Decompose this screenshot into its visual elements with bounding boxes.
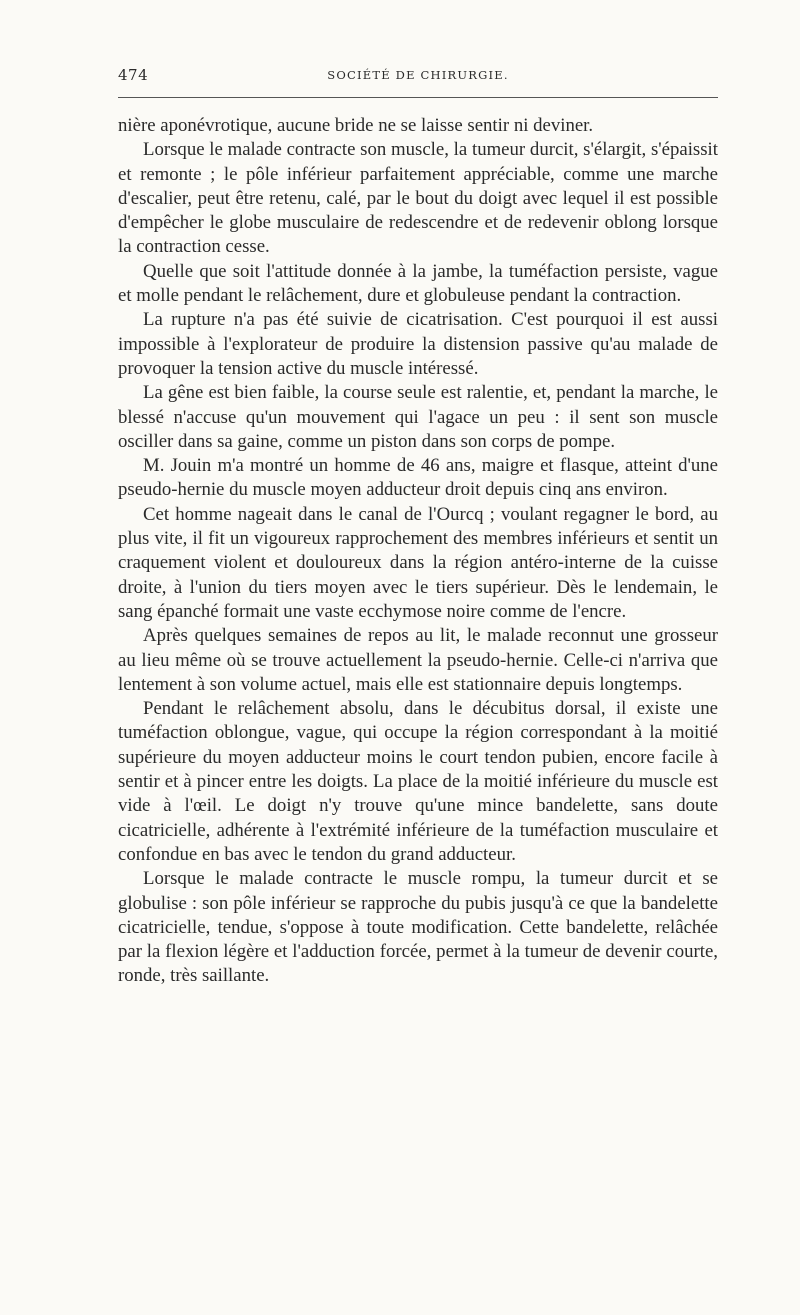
paragraph: La rupture n'a pas été suivie de cicatrisation. C'est pourquoi il est aussi impossible à l'explorateur de produire la distension passive qu'au malade de provoquer la tension active du muscle intéressé. xyxy=(118,309,718,379)
paragraph: Quelle que soit l'attitude donnée à la jambe, la tuméfaction persiste, vague et molle pendant le relâchement, dure et globuleuse pendant la contraction. xyxy=(118,260,718,307)
paragraph-continuation: nière aponévrotique, aucune bride ne se laisse sentir ni deviner. xyxy=(118,115,594,136)
paragraph: Après quelques semaines de repos au lit, le malade reconnut une grosseur au lieu même où se trouve actuellement la pseudo-hernie. Celle-ci n'arriva que lentement à son volume actuel, mais elle est stationnaire depuis longtemps. xyxy=(118,625,718,695)
paragraph: Pendant le relâchement absolu, dans le décubitus dorsal, il existe une tuméfaction oblongue, vague, qui occupe la région correspondant à la moitié supérieure du moyen adducteur moins le court tendon pubien, encore facile à sentir et à pincer entre les doigts. La place de la moitié inférieure du muscle est vide à l'œil. Le doigt n'y trouve qu'une mince bandelette, sans doute cicatricielle, adhérente à l'extrémité inférieure de la tuméfaction musculaire et confondue en bas avec le tendon du grand adducteur. xyxy=(118,698,718,865)
page-header xyxy=(118,66,718,90)
paragraph: M. Jouin m'a montré un homme de 46 ans, maigre et flasque, atteint d'une pseudo-hernie du muscle moyen adducteur droit depuis cinq ans environ. xyxy=(118,455,718,501)
header-rule xyxy=(118,97,718,98)
paragraph: Cet homme nageait dans le canal de l'Ourcq ; voulant regagner le bord, au plus vite, il fit un vigoureux rapprochement des membres inférieurs et sentit un craquement violent et douloureux dans la région antéro-interne de la cuisse droite, à l'union du tiers moyen avec le tiers supérieur. Dès le lendemain, le sang épanché formait une vaste ecchymose noire comme de l'encre. xyxy=(118,503,718,622)
body-text xyxy=(118,114,718,989)
paragraph: Lorsque le malade contracte son muscle, la tumeur durcit, s'élargit, s'épaissit et remonte ; le pôle inférieur parfaitement appréciable, comme une marche d'escalier, peut être retenu, calé, par le bout du doigt avec lequel il est possible d'empêcher le globe musculaire de redescendre et de redevenir oblong lorsque la contraction cesse. xyxy=(118,139,718,258)
paragraph: La gêne est bien faible, la course seule est ralentie, et, pendant la marche, le blessé n'accuse qu'un mouvement qui l'agace un peu : il sent son muscle osciller dans sa gaine, comme un piston dans son corps de pompe. xyxy=(118,382,718,452)
page-number: 474 xyxy=(118,66,149,84)
paragraph: Lorsque le malade contracte le muscle rompu, la tumeur durcit et se globulise : son pôle inférieur se rapproche du pubis jusqu'à ce que la bandelette cicatricielle, tendue, s'oppose à toute modification. Cette bandelette, relâchée par la flexion légère et l'adduction forcée, permet à la tumeur de devenir courte, ronde, très saillante. xyxy=(118,868,718,987)
running-head: SOCIÉTÉ DE CHIRURGIE. xyxy=(327,68,509,82)
